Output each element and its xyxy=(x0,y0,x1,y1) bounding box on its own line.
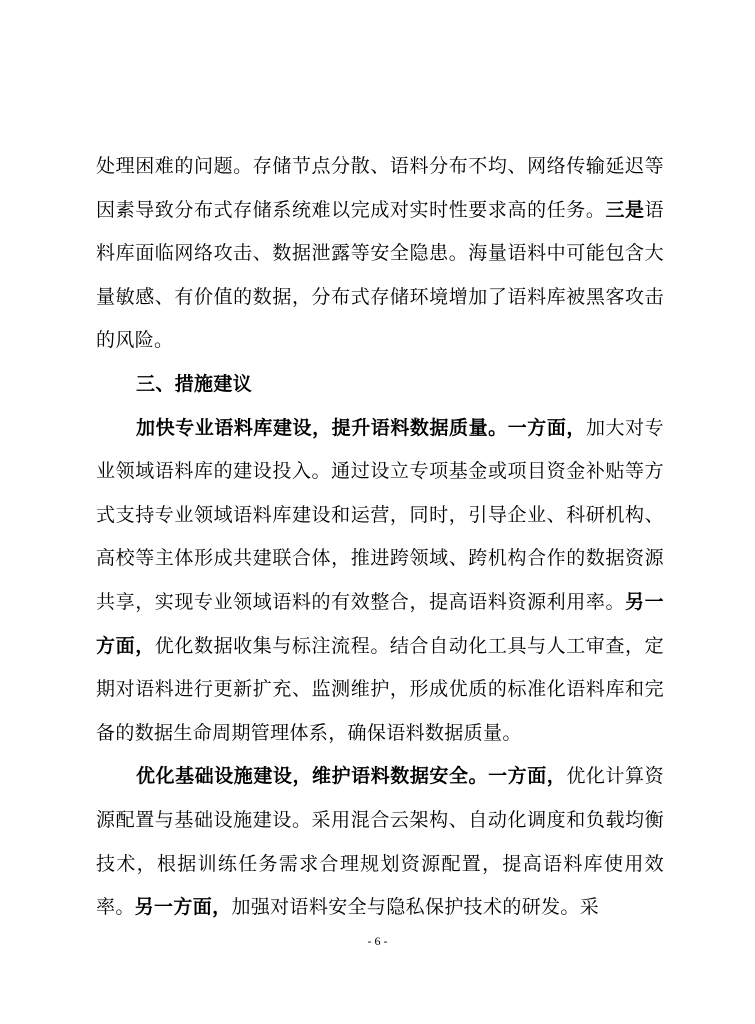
paragraph-run: 加强对语料安全与隐私保护技术的研发。采 xyxy=(231,896,600,919)
paragraph-run-bold: 一方面， xyxy=(507,416,586,439)
paragraph-run-bold: 一方面， xyxy=(488,765,567,788)
document-body xyxy=(96,145,664,930)
paragraph-run: 优化数据收集与标注流程。结合自动化工具与人工审查，定期对语料进行更新扩充、监测维护，形成优质的标准化语料库和完备的数据生命周期管理体系，确保语料数据质量。 xyxy=(96,634,664,744)
paragraph-lead-bold: 优化基础设施建设，维护语料数据安全。 xyxy=(136,765,489,788)
paragraph-run: 优化计算资源配置与基础设施建设。采用混合云架构、自动化调度和负载均衡技术，根据训练任务需求合理规划资源配置，提高语料库使用效率。 xyxy=(96,765,664,919)
paragraph-corpus-quality xyxy=(96,407,664,756)
section-heading: 三、措施建议 xyxy=(136,372,253,395)
paragraph-infrastructure xyxy=(96,755,664,929)
paragraph-run-bold: 三是 xyxy=(605,198,645,221)
paragraph-run: 处理困难的问题。存储节点分散、语料分布不均、网络传输延迟等因素导致分布式存储系统难以完成对实时性要求高的任务。 xyxy=(96,155,664,221)
page-number: - 6 - xyxy=(367,934,388,948)
paragraph-run-bold: 另一方面， xyxy=(134,896,232,919)
paragraph-problems-continued xyxy=(96,145,664,363)
paragraph-lead-bold: 加快专业语料库建设，提升语料数据质量。 xyxy=(136,416,508,439)
paragraph-run: 语料库面临网络攻击、数据泄露等安全隐患。海量语料中可能包含大量敏感、有价值的数据，分布式存储环境增加了语料库被黑客攻击的风险。 xyxy=(96,198,665,352)
paragraph-run-bold: 另一方面， xyxy=(96,590,665,657)
paragraph-run: 加大对专业领域语料库的建设投入。通过设立专项基金或项目资金补贴等方式支持专业领域语料库建设和运营，同时，引导企业、科研机构、高校等主体形成共建联合体，推进跨领域、跨机构合作的数据资源共享，实现专业领域语料的有效整合，提高语料资源利用率。 xyxy=(96,416,665,613)
